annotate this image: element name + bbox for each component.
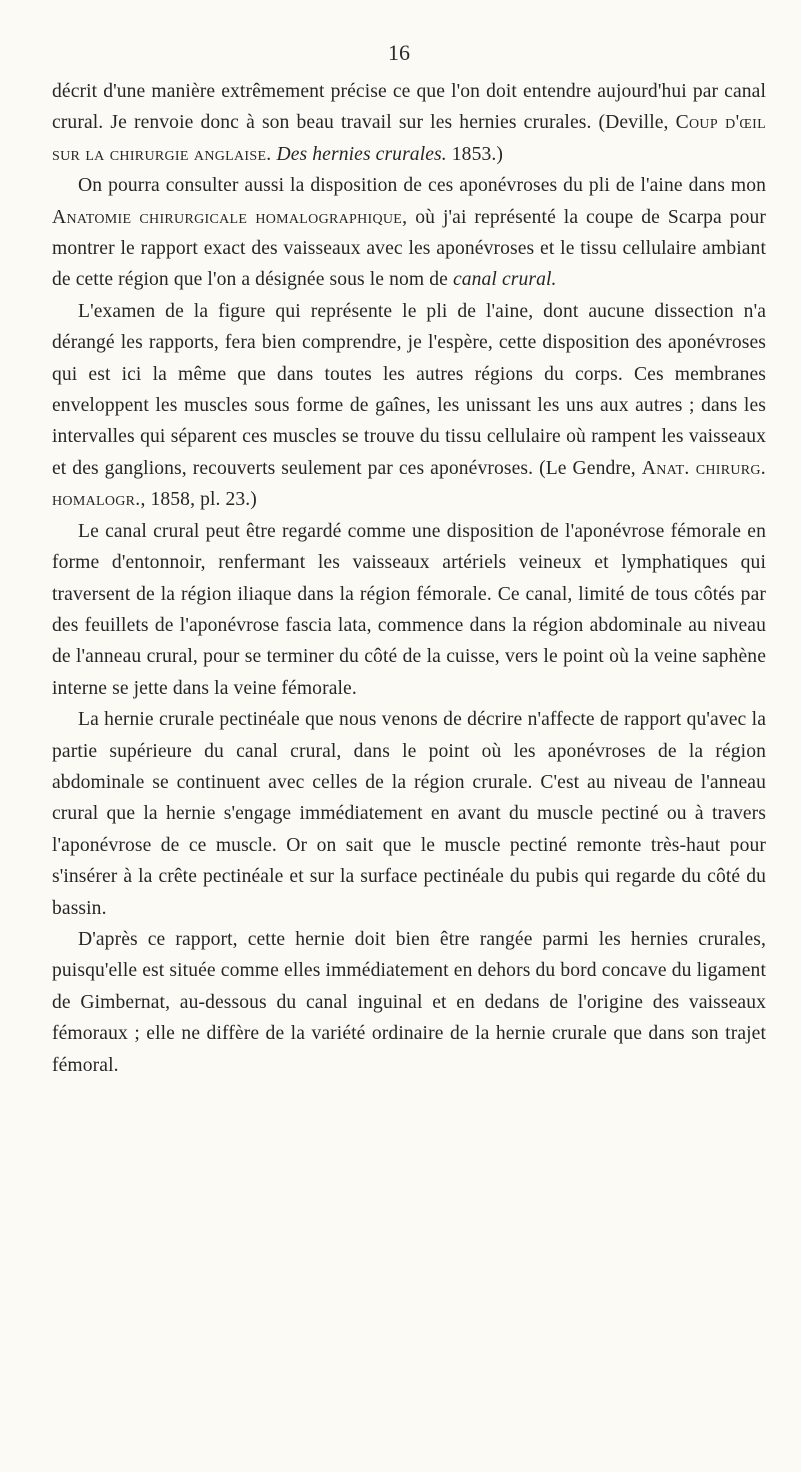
body-text [52, 76, 766, 1081]
paragraph [52, 76, 766, 170]
page-number: 16 [388, 40, 410, 65]
paragraph [52, 924, 766, 1081]
reference-title: Coup d'œil sur la chirurgie anglaise. [52, 112, 766, 165]
text-segment: L'examen de la figure qui représente le pli de l'aine, dont aucune dissection n'a dérangé les rapports, fera bien comprendre, je l'espère, cette disposition des aponévroses qui est ici la même que dans toutes les autres régions du corps. Ces membranes enveloppent les muscles sous forme de gaînes, les unissant les uns aux autres ; dans les intervalles qui séparent ces muscles se trouve du tissu cellulaire où rampent les vaisseaux et des ganglions, recouverts seulement par ces aponévroses. (Le Gendre, [52, 300, 766, 479]
text-segment: décrit d'une manière extrêmement précise ce que l'on doit entendre aujourd'hui par canal crural. Je renvoie donc à son beau travail sur les hernies crurales. (Deville, [52, 81, 766, 134]
paragraph [52, 704, 766, 924]
reference-title: Anat. chirurg. homalogr. [52, 457, 767, 511]
text-segment: On pourra consulter aussi la disposition de ces aponévroses du pli de l'aine dans mon [78, 175, 766, 197]
paragraph [52, 516, 766, 704]
text-segment: D'après ce rapport, cette hernie doit bien être rangée parmi les hernies crurales, puisqu'elle est située comme elles immédiatement en dehors du bord concave du ligament de Gimbernat, au-dessous du canal inguinal et en dedans de l'origine des vaisseaux fémoraux ; elle ne diffère de la variété ordinaire de la hernie crurale que dans son trajet fémoral. [52, 928, 766, 1076]
emphasis-term: canal crural. [452, 269, 557, 291]
text-segment: où j'ai représenté la coupe de Scarpa pour montrer le rapport exact des vaisseaux avec les aponévroses et le tissu cellulaire ambiant de cette région que l'on a désignée sous le nom de [52, 206, 766, 291]
paragraph [52, 170, 766, 296]
text-segment: , 1858, pl. 23.) [140, 489, 257, 511]
reference-title: Anatomie chirurgicale homalographique, [52, 206, 408, 228]
text-segment: 1853.) [446, 143, 503, 165]
text-segment: La hernie crurale pectinéale que nous venons de décrire n'affecte de rapport qu'avec la partie supérieure du canal crural, dans le point où les aponévroses de la région abdominale se continuent avec celles de la région crurale. C'est au niveau de l'anneau crural que la hernie s'engage immédiatement en avant du muscle pectiné ou à travers l'aponévrose de ce muscle. Or on sait que le muscle pectiné remonte très-haut pour s'insérer à la crête pectinéale et sur la surface pectinéale du pubis qui regarde du côté du bassin. [52, 709, 766, 919]
reference-subtitle: Des hernies crurales. [276, 143, 447, 165]
paragraph [52, 296, 766, 516]
text-segment: Le canal crural peut être regardé comme une disposition de l'aponévrose fémorale en forme d'entonnoir, renfermant les vaisseaux artériels veineux et lymphatiques qui traversent de la région iliaque dans la région fémorale. Ce canal, limité de tous côtés par des feuillets de l'aponévrose fascia lata, commence dans la région abdominale au niveau de l'anneau crural, pour se terminer du côté de la cuisse, vers le point où la veine saphène interne se jette dans la veine fémorale. [52, 520, 766, 699]
